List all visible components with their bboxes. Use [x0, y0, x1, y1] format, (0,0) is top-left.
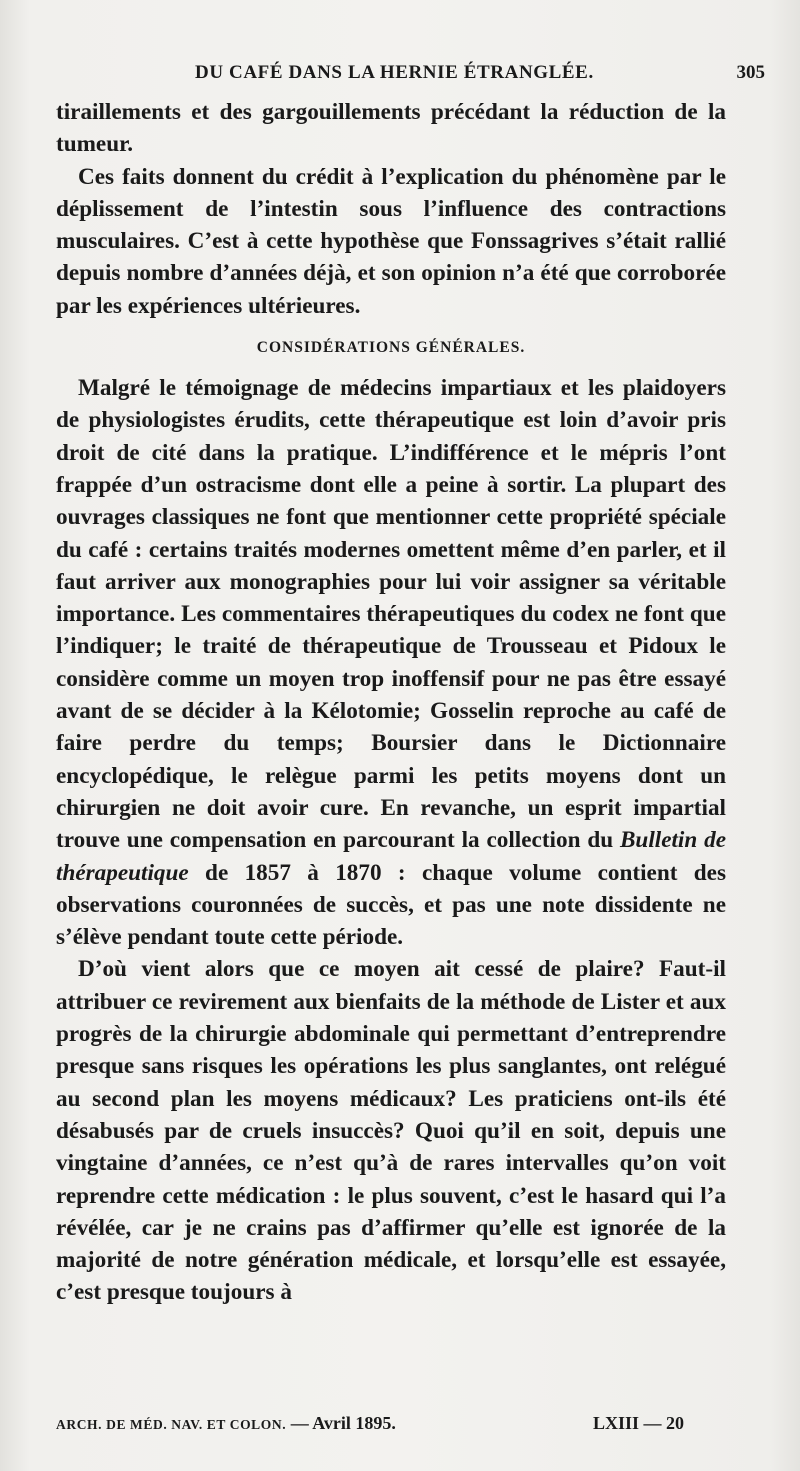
paragraph-continuation: tiraillements et des gargouillements précédant la réduction de la tumeur. [56, 99, 726, 158]
bulletin-title: Bulletin de thérapeutique [56, 827, 726, 886]
page-header [60, 62, 765, 88]
page-footer [56, 1413, 726, 1439]
footer-signature: LXIII — 20 [592, 1413, 684, 1433]
page-number: 305 [736, 62, 765, 83]
footer-journal-line [56, 1413, 396, 1434]
paragraph-fonssagrives: Ces faits donnent du crédit à l’explication du phénomène par le déplissement de l’intestin sous l’influence des contractions musculaires. C’est à cette hypothèse que Fonssagrives s’était rallié depuis nombre d’années déjà, et son opinion n’a été que corroborée par les expériences ultérieures. [56, 163, 726, 319]
paragraph-considerations-end: de 1857 à 1870 : chaque volume contient des observations couronnées de succès, et pas une note dissidente ne s’élève pendant toute cette période. [56, 859, 727, 951]
paragraph-considerations-text: Malgré le témoignage de médecins impartiaux et les plaidoyers de physiologistes érudits, cette thérapeutique est loin d’avoir pris droit de cité dans la pratique. L’indifférence et le mépris l’ont frappée d’un ostracisme dont elle a peine à sortir. La plupart des ouvrages classiques ne font que mentionner cette propriété spéciale du café : certains traités modernes omettent même d’en parler, et il faut arriver aux monographies pour lui voir assigner sa véritable importance. Les commentaires thérapeutiques du codex ne font que l’indiquer; le traité de thérapeutique de Trousseau et Pidoux le considère comme un moyen trop inoffensif pour ne pas être essayé avant de se décider à la Kélotomie; Gosselin reproche au café de faire perdre du temps; Boursier dans le Dictionnaire encyclopédique, le relègue parmi les petits moyens dont un chirurgien ne doit avoir cure. En revanche, un esprit impartial trouve une compensation en parcourant la collection du [56, 375, 726, 854]
footer-journal: ARCH. DE MÉD. NAV. ET COLON. [56, 1417, 287, 1432]
footer-dash: — [290, 1413, 309, 1433]
paragraph-question: D’où vient alors que ce moyen ait cessé de plaire? Faut-il attribuer ce revirement aux bienfaits de la méthode de Lister et aux progrès de la chirurgie abdominale qui permettant d’entreprendre presque sans risques les opérations les plus sanglantes, ont relégué au second plan les moyens médicaux? Les praticiens ont-ils été désabusés par de cruels insuccès? Quoi qu’il en soit, depuis une vingtaine d’années, ce n’est qu’à de rares intervalles qu’on voit reprendre cette médication : le plus souvent, c’est le hasard qui l’a révélée, car je ne crains pas d’affirmer qu’elle est ignorée de la majorité de notre génération médicale, et lorsqu’elle est essayée, c’est presque toujours à [56, 956, 726, 1306]
running-title: DU CAFÉ DANS LA HERNIE ÉTRANGLÉE. [195, 62, 594, 83]
section-heading: CONSIDÉRATIONS GÉNÉRALES. [256, 339, 526, 357]
paragraph-considerations [56, 372, 726, 953]
footer-date: Avril 1895. [312, 1413, 396, 1433]
body-text [56, 96, 726, 1309]
